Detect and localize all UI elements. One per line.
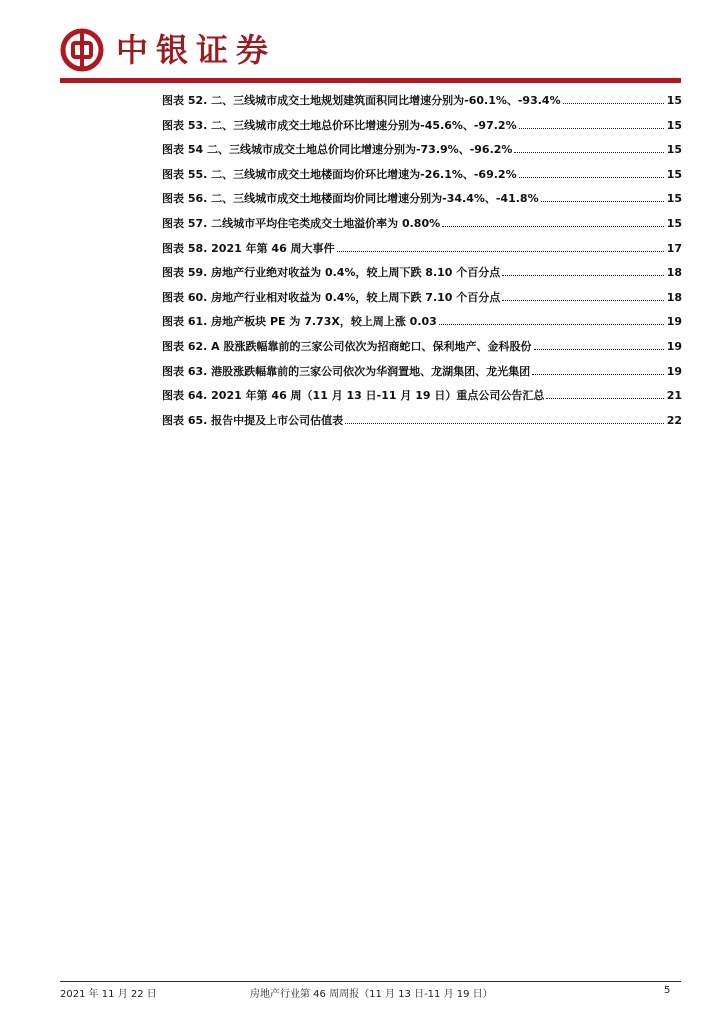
toc-entry-label: 图表 61. 房地产板块 PE 为 7.73X，较上周上涨 0.03 — [162, 315, 437, 329]
toc-leader-dots — [442, 226, 664, 227]
toc-entry[interactable] — [162, 141, 682, 166]
brand-name: 中银证券 — [116, 31, 277, 69]
toc-leader-dots — [532, 374, 664, 375]
figure-index-list — [162, 92, 682, 436]
toc-entry[interactable] — [162, 313, 682, 338]
toc-entry[interactable] — [162, 117, 682, 142]
header-divider — [60, 78, 681, 83]
toc-entry[interactable] — [162, 264, 682, 289]
toc-leader-dots — [546, 398, 664, 399]
toc-entry-page: 22 — [666, 413, 682, 427]
toc-entry-label: 图表 63. 港股涨跌幅靠前的三家公司依次为华润置地、龙湖集团、龙光集团 — [162, 364, 531, 378]
toc-entry-label: 图表 53. 二、三线城市成交土地总价环比增速分别为-45.6%、-97.2% — [162, 118, 517, 132]
toc-entry-label: 图表 56. 二、三线城市成交土地楼面均价同比增速分别为-34.4%、-41.8% — [162, 192, 539, 206]
bank-of-china-logo-icon — [60, 28, 104, 72]
toc-entry-label: 图表 58. 2021 年第 46 周大事件 — [162, 241, 335, 255]
toc-entry-page: 15 — [666, 192, 682, 206]
toc-leader-dots — [337, 251, 664, 252]
toc-entry[interactable] — [162, 240, 682, 265]
toc-entry-page: 15 — [666, 118, 682, 132]
toc-entry-label: 图表 65. 报告中提及上市公司估值表 — [162, 413, 344, 427]
toc-entry-label: 图表 54 二、三线城市成交土地总价同比增速分别为-73.9%、-96.2% — [162, 143, 513, 157]
toc-entry-label: 图表 52. 二、三线城市成交土地规划建筑面积同比增速分别为-60.1%、-93.4% — [162, 94, 561, 107]
toc-entry[interactable] — [162, 166, 682, 191]
toc-entry[interactable] — [162, 190, 682, 215]
toc-entry-page: 18 — [666, 266, 682, 280]
toc-entry-label: 图表 60. 房地产行业相对收益为 0.4%，较上周下跌 7.10 个百分点 — [162, 290, 501, 304]
toc-entry-page: 15 — [666, 216, 682, 230]
footer-divider — [60, 981, 681, 982]
toc-entry-page: 15 — [666, 143, 682, 157]
toc-entry-label: 图表 64. 2021 年第 46 周（11 月 13 日-11 月 19 日）重点公司公告汇总 — [162, 389, 545, 403]
toc-entry-page: 19 — [666, 364, 682, 378]
toc-entry-page: 19 — [666, 315, 682, 329]
toc-leader-dots — [519, 128, 664, 129]
toc-leader-dots — [439, 324, 664, 325]
toc-entry-page: 17 — [666, 241, 682, 255]
toc-entry[interactable] — [162, 387, 682, 412]
toc-entry-page: 15 — [666, 167, 682, 181]
page-header — [60, 18, 680, 78]
footer-page-number: 5 — [664, 985, 671, 996]
toc-leader-dots — [502, 275, 664, 276]
toc-entry[interactable] — [162, 215, 682, 240]
toc-entry[interactable] — [162, 412, 682, 437]
toc-leader-dots — [563, 103, 664, 104]
toc-leader-dots — [519, 177, 664, 178]
toc-entry-page: 19 — [666, 339, 682, 353]
toc-entry[interactable] — [162, 363, 682, 388]
toc-leader-dots — [534, 349, 665, 350]
toc-leader-dots — [345, 423, 664, 424]
toc-entry[interactable] — [162, 92, 682, 117]
toc-leader-dots — [541, 201, 664, 202]
footer-report-title: 房地产行业第 46 周周报（11 月 13 日-11 月 19 日） — [250, 989, 493, 1000]
toc-entry-page: 15 — [666, 94, 682, 107]
toc-entry-label: 图表 57. 二线城市平均住宅类成交土地溢价率为 0.80% — [162, 216, 441, 230]
footer-date: 2021 年 11 月 22 日 — [60, 989, 157, 1000]
toc-leader-dots — [514, 152, 664, 153]
toc-entry[interactable] — [162, 338, 682, 363]
toc-entry[interactable] — [162, 289, 682, 314]
toc-leader-dots — [502, 300, 664, 301]
toc-entry-page: 21 — [666, 389, 682, 403]
toc-entry-label: 图表 55. 二、三线城市成交土地楼面均价环比增速为-26.1%、-69.2% — [162, 167, 517, 181]
toc-entry-label: 图表 62. A 股涨跌幅靠前的三家公司依次为招商蛇口、保利地产、金科股份 — [162, 339, 532, 353]
toc-entry-page: 18 — [666, 290, 682, 304]
toc-entry-label: 图表 59. 房地产行业绝对收益为 0.4%，较上周下跌 8.10 个百分点 — [162, 266, 501, 280]
